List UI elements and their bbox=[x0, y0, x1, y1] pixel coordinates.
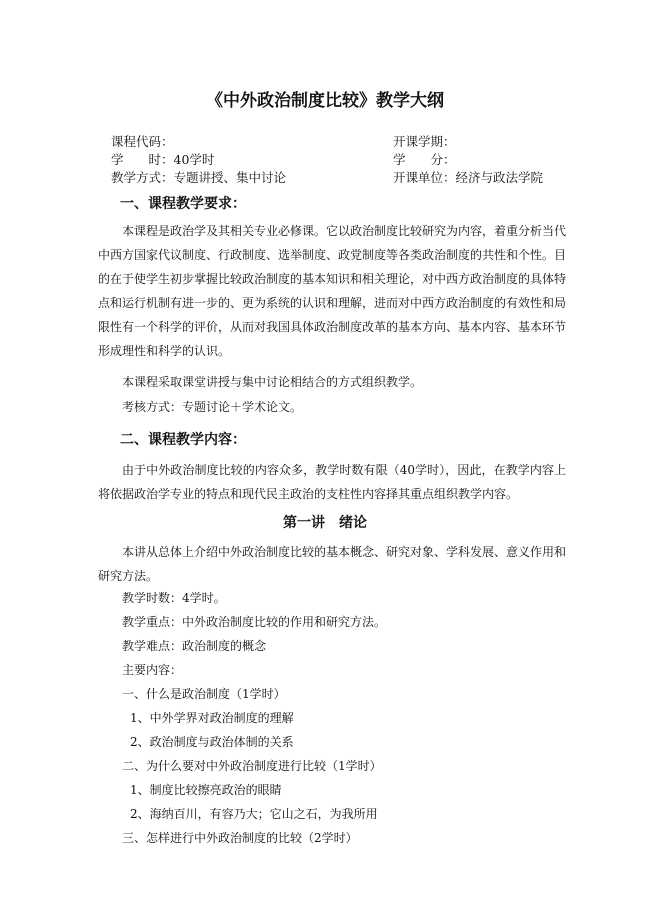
outline-item: 1、中外学界对政治制度的理解 bbox=[130, 711, 294, 725]
document-title: 《中外政治制度比较》教学大纲 bbox=[206, 91, 444, 111]
section1-paragraph-method: 本课程采取课堂讲授与集中讨论相结合的方式组织教学。 bbox=[122, 375, 423, 389]
outline-item: 2、海纳百川，有容乃大；它山之石，为我所用 bbox=[130, 807, 378, 821]
credits-label: 学 分： bbox=[393, 152, 456, 167]
offering-unit-label: 开课单位：经济与政法学院 bbox=[393, 170, 544, 185]
lecture1-key-points: 教学重点：中外政治制度比较的作用和研究方法。 bbox=[122, 615, 387, 629]
semester-label: 开课学期： bbox=[393, 134, 456, 149]
outline-item: 2、政治制度与政治体制的关系 bbox=[130, 735, 294, 749]
section2-paragraph: 由于中外政治制度比较的内容众多，教学时数有限（40学时），因此，在教学内容上将依据政治学专业的特点和现代民主政治的支柱性内容择其重点组织教学内容。 bbox=[98, 463, 566, 501]
lecture1-difficulties: 教学难点：政治制度的概念 bbox=[122, 639, 267, 653]
section1-heading: 一、课程教学要求： bbox=[120, 196, 246, 212]
section1-paragraph-requirements: 本课程是政治学及其相关专业必修课。它以政治制度比较研究为内容，着重分析当代中西方国家代议制度、行政制度、选举制度、政党制度等各类政治制度的共性和个性。目的在于使学生初步掌握比较政治制度的基本知识和相关理论，对中西方政治制度的具体特点和运行机制有进一步的、更为系统的认识和理解，进而对中西方政治制度的有效性和局限性有一个科学的评价，从而对我国具体政治制度改革的基本方向、基本内容、基本环节形成理性和科学的认识。 bbox=[98, 224, 567, 358]
section2-heading: 二、课程教学内容： bbox=[120, 432, 246, 448]
lecture1-intro: 本讲从总体上介绍中外政治制度比较的基本概念、研究对象、学科发展、意义作用和研究方法。 bbox=[98, 545, 567, 583]
lecture1-main-content: 主要内容： bbox=[122, 663, 183, 677]
outline-item: 三、怎样进行中外政治制度的比较（2学时） bbox=[122, 831, 358, 845]
section1-paragraph-assessment: 考核方式：专题讨论＋学术论文。 bbox=[122, 400, 303, 414]
lecture1-hours: 教学时数：4学时。 bbox=[122, 591, 226, 605]
outline-item: 一、什么是政治制度（1学时） bbox=[122, 687, 286, 701]
hours-label: 学 时：40学时 bbox=[111, 152, 215, 167]
outline-item: 二、为什么要对中外政治制度进行比较（1学时） bbox=[122, 759, 382, 773]
course-code-label: 课程代码： bbox=[111, 134, 174, 149]
outline-item: 1、制度比较擦亮政治的眼睛 bbox=[130, 783, 282, 797]
lecture1-heading: 第一讲 绪论 bbox=[283, 515, 367, 531]
teaching-method-label: 教学方式：专题讲授、集中讨论 bbox=[111, 170, 287, 185]
